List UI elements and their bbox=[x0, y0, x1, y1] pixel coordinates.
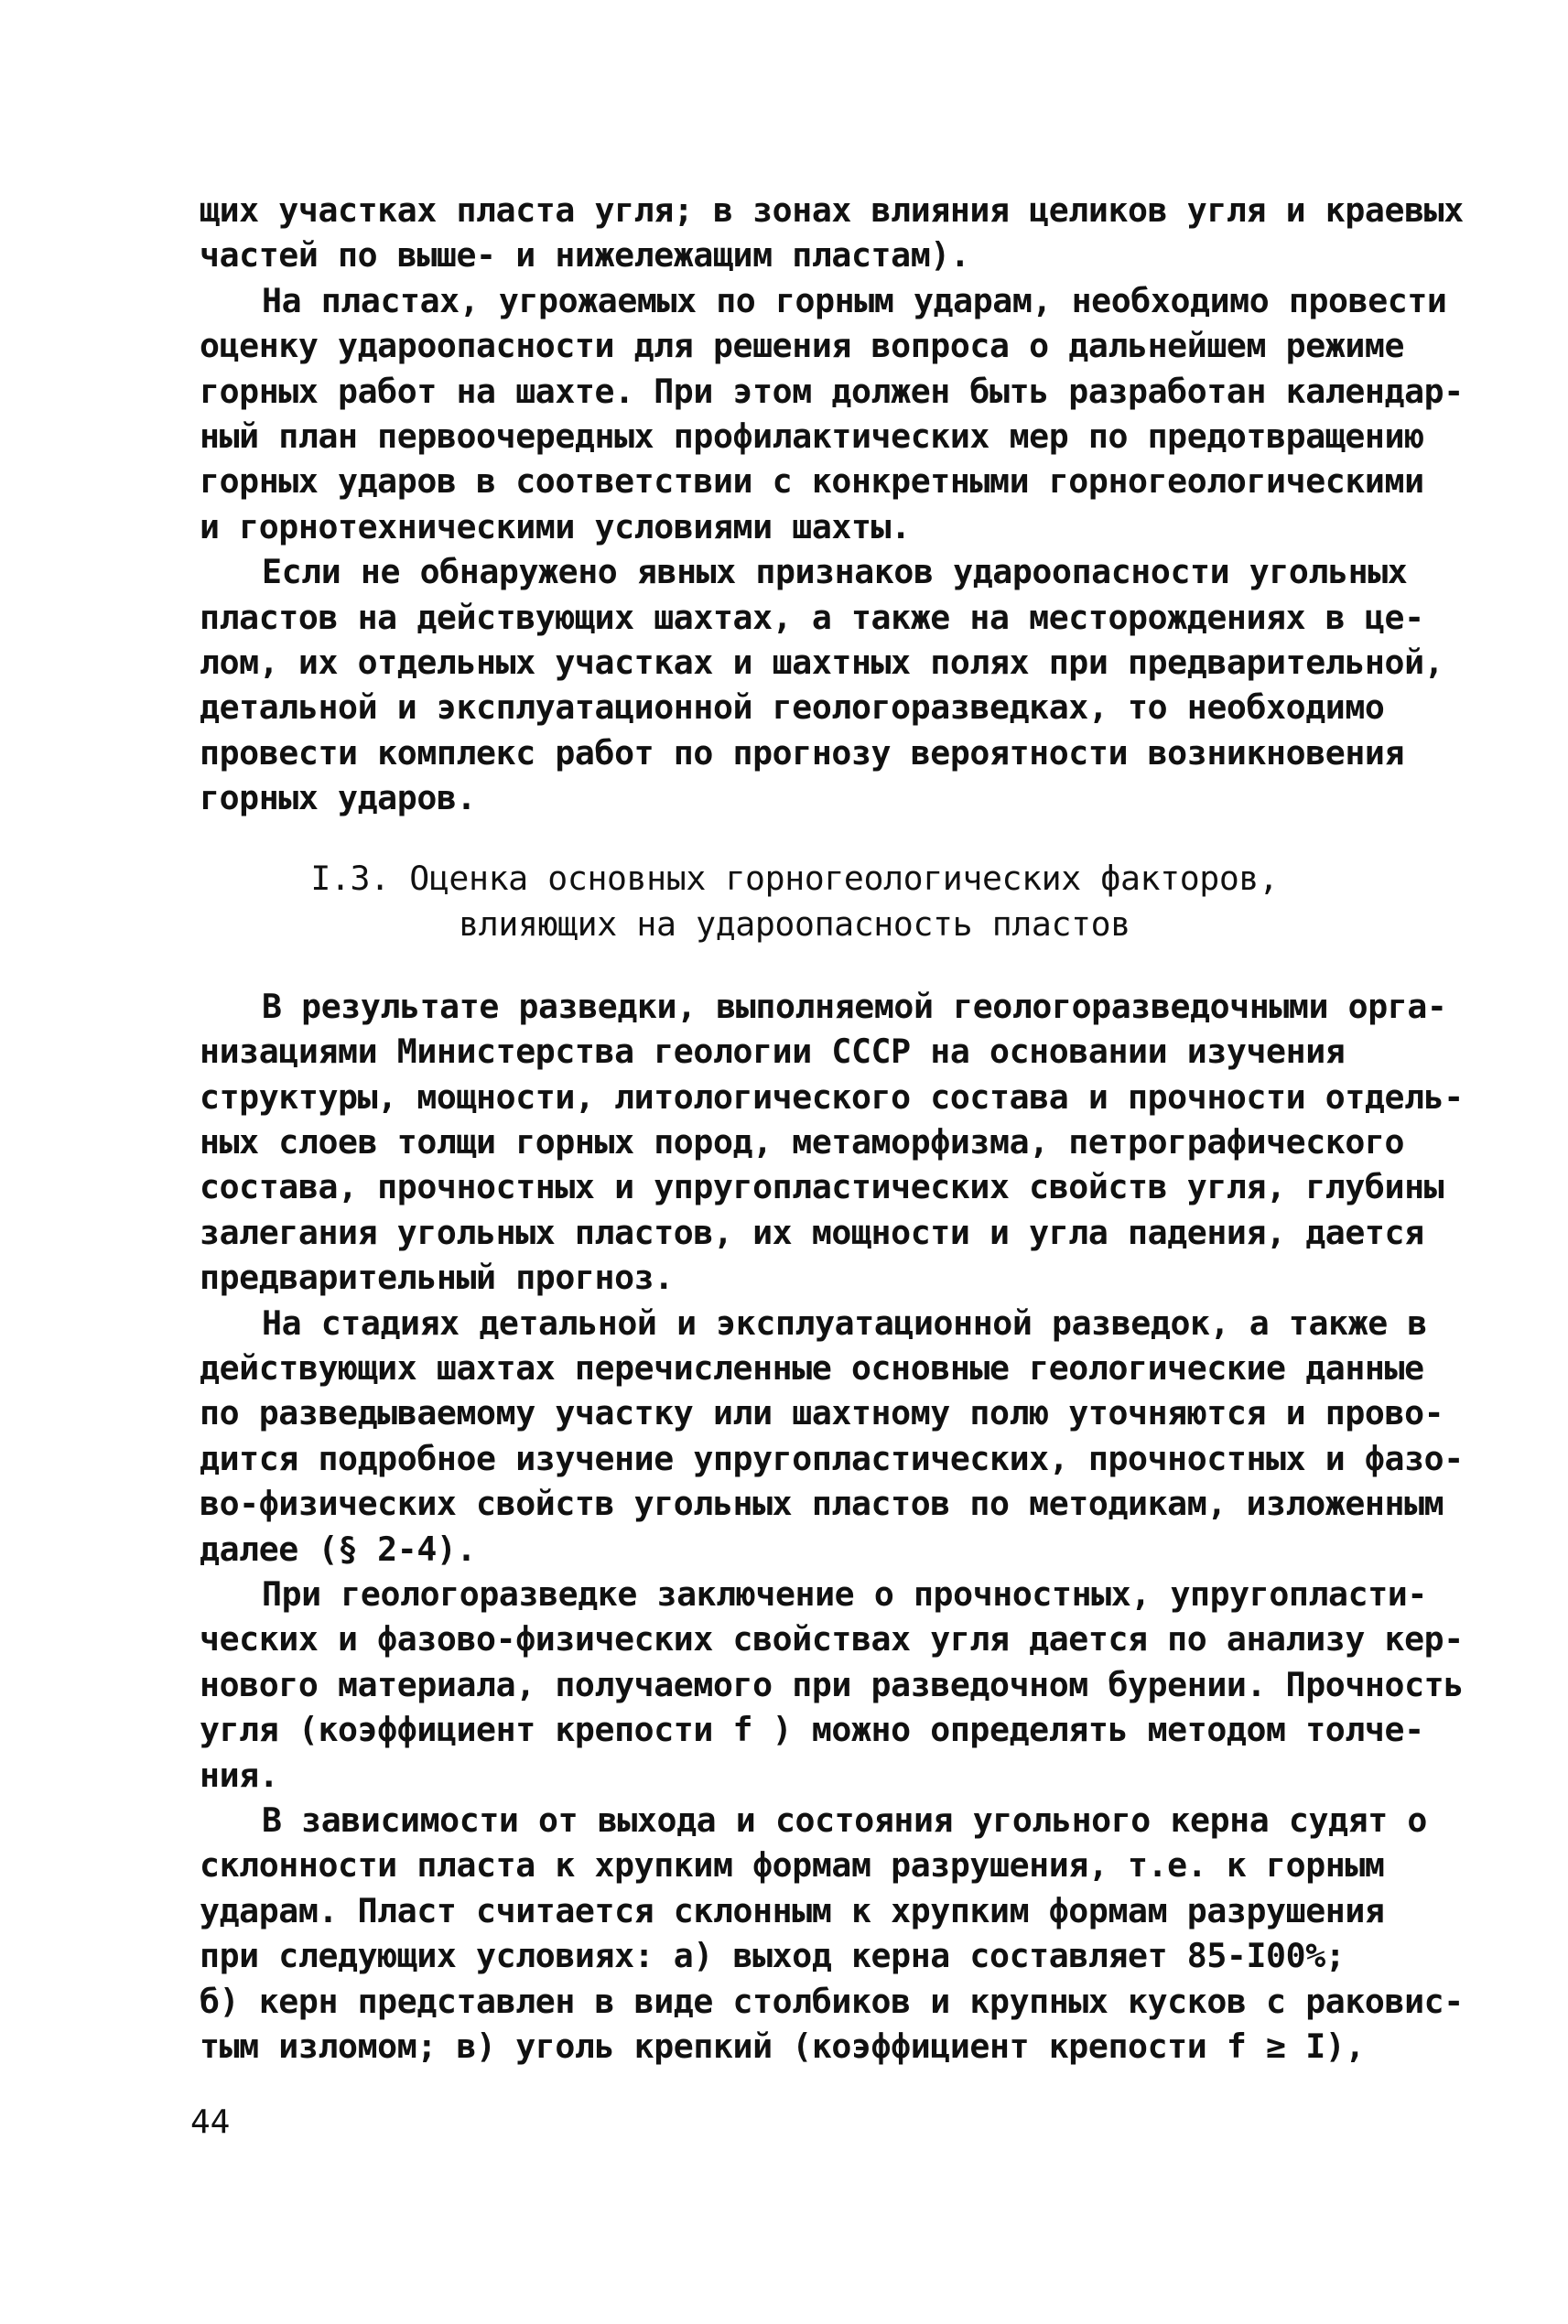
text-line-16: низациями Министерства геологии СССР на основании изучения bbox=[200, 1032, 1346, 1072]
section-heading-line-1: I.3. Оценка основных горногеологических факторов, bbox=[310, 858, 1279, 898]
text-line-3: На пластах, угрожаемых по горным ударам, необходимо провести bbox=[262, 280, 1447, 320]
text-line-14: горных ударов. bbox=[200, 778, 477, 818]
text-line-27: далее (§ 2-4). bbox=[200, 1529, 477, 1569]
text-line-15: В результате разведки, выполняемой геологоразведочными орга- bbox=[262, 986, 1447, 1026]
text-line-23: действующих шахтах перечисленные основные геологические данные bbox=[200, 1347, 1424, 1388]
text-line-6: ный план первоочередных профилактических мер по предотвращению bbox=[200, 416, 1424, 457]
text-line-28: При геологоразведке заключение о прочностных, упругопласти- bbox=[262, 1573, 1427, 1614]
text-line-4: оценку удароопасности для решения вопроса о дальнейшем режиме bbox=[200, 326, 1405, 366]
text-line-34: склонности пласта к хрупким формам разрушения, т.е. к горным bbox=[200, 1845, 1385, 1886]
text-line-9: Если не обнаружено явных признаков удароопасности угольных bbox=[262, 552, 1408, 592]
text-line-24: по разведываемому участку или шахтному полю уточняются и прово- bbox=[200, 1393, 1444, 1433]
text-line-36: при следующих условиях: а) выход керна составляет 85-I00%; bbox=[200, 1936, 1346, 1976]
text-line-26: во-физических свойств угольных пластов по методикам, изложенным bbox=[200, 1484, 1444, 1524]
text-line-10: пластов на действующих шахтах, а также на месторождениях в це- bbox=[200, 597, 1424, 637]
document-page bbox=[200, 188, 1464, 2069]
page-number: 44 bbox=[190, 2103, 231, 2141]
text-line-22: На стадиях детальной и эксплуатационной разведок, а также в bbox=[262, 1303, 1427, 1343]
text-line-2: частей по выше- и нижележащим пластам). bbox=[200, 235, 970, 276]
text-line-33: В зависимости от выхода и состояния угольного керна судят о bbox=[262, 1800, 1427, 1840]
text-line-37: б) керн представлен в виде столбиков и крупных кусков с раковис- bbox=[200, 1981, 1464, 2021]
text-line-5: горных работ на шахте. При этом должен быть разработан календар- bbox=[200, 371, 1464, 411]
text-line-38: тым изломом; в) уголь крепкий (коэффициент крепости f ≥ I), bbox=[200, 2027, 1365, 2067]
text-line-31: угля (коэффициент крепости f ) можно определять методом толче- bbox=[200, 1710, 1424, 1750]
text-line-18: ных слоев толщи горных пород, метаморфизма, петрографического bbox=[200, 1121, 1405, 1162]
text-line-12: детальной и эксплуатационной геологоразведках, то необходимо bbox=[200, 687, 1385, 728]
text-line-11: лом, их отдельных участках и шахтных полях при предварительной, bbox=[200, 643, 1444, 683]
text-line-7: горных ударов в соответствии с конкретными горногеологическими bbox=[200, 461, 1424, 502]
section-heading-line-2: влияющих на удароопасность пластов bbox=[459, 903, 1130, 944]
text-line-30: нового материала, получаемого при разведочном бурении. Прочность bbox=[200, 1664, 1464, 1704]
text-line-32: ния. bbox=[200, 1755, 279, 1795]
text-line-29: ческих и фазово-физических свойствах угля дается по анализу кер- bbox=[200, 1619, 1464, 1659]
text-line-19: состава, прочностных и упругопластических свойств угля, глубины bbox=[200, 1167, 1444, 1207]
text-line-35: ударам. Пласт считается склонным к хрупким формам разрушения bbox=[200, 1890, 1385, 1930]
text-line-20: залегания угольных пластов, их мощности и угла падения, дается bbox=[200, 1212, 1424, 1252]
text-line-13: провести комплекс работ по прогнозу вероятности возникновения bbox=[200, 732, 1405, 773]
text-line-25: дится подробное изучение упругопластических, прочностных и фазо- bbox=[200, 1438, 1464, 1478]
text-line-1: щих участках пласта угля; в зонах влияния целиков угля и краевых bbox=[200, 190, 1464, 230]
text-line-17: структуры, мощности, литологического состава и прочности отдель- bbox=[200, 1076, 1464, 1117]
text-line-21: предварительный прогноз. bbox=[200, 1258, 674, 1298]
spacing bbox=[200, 947, 1390, 984]
spacing bbox=[200, 821, 1390, 856]
text-line-8: и горнотехническими условиями шахты. bbox=[200, 506, 911, 546]
